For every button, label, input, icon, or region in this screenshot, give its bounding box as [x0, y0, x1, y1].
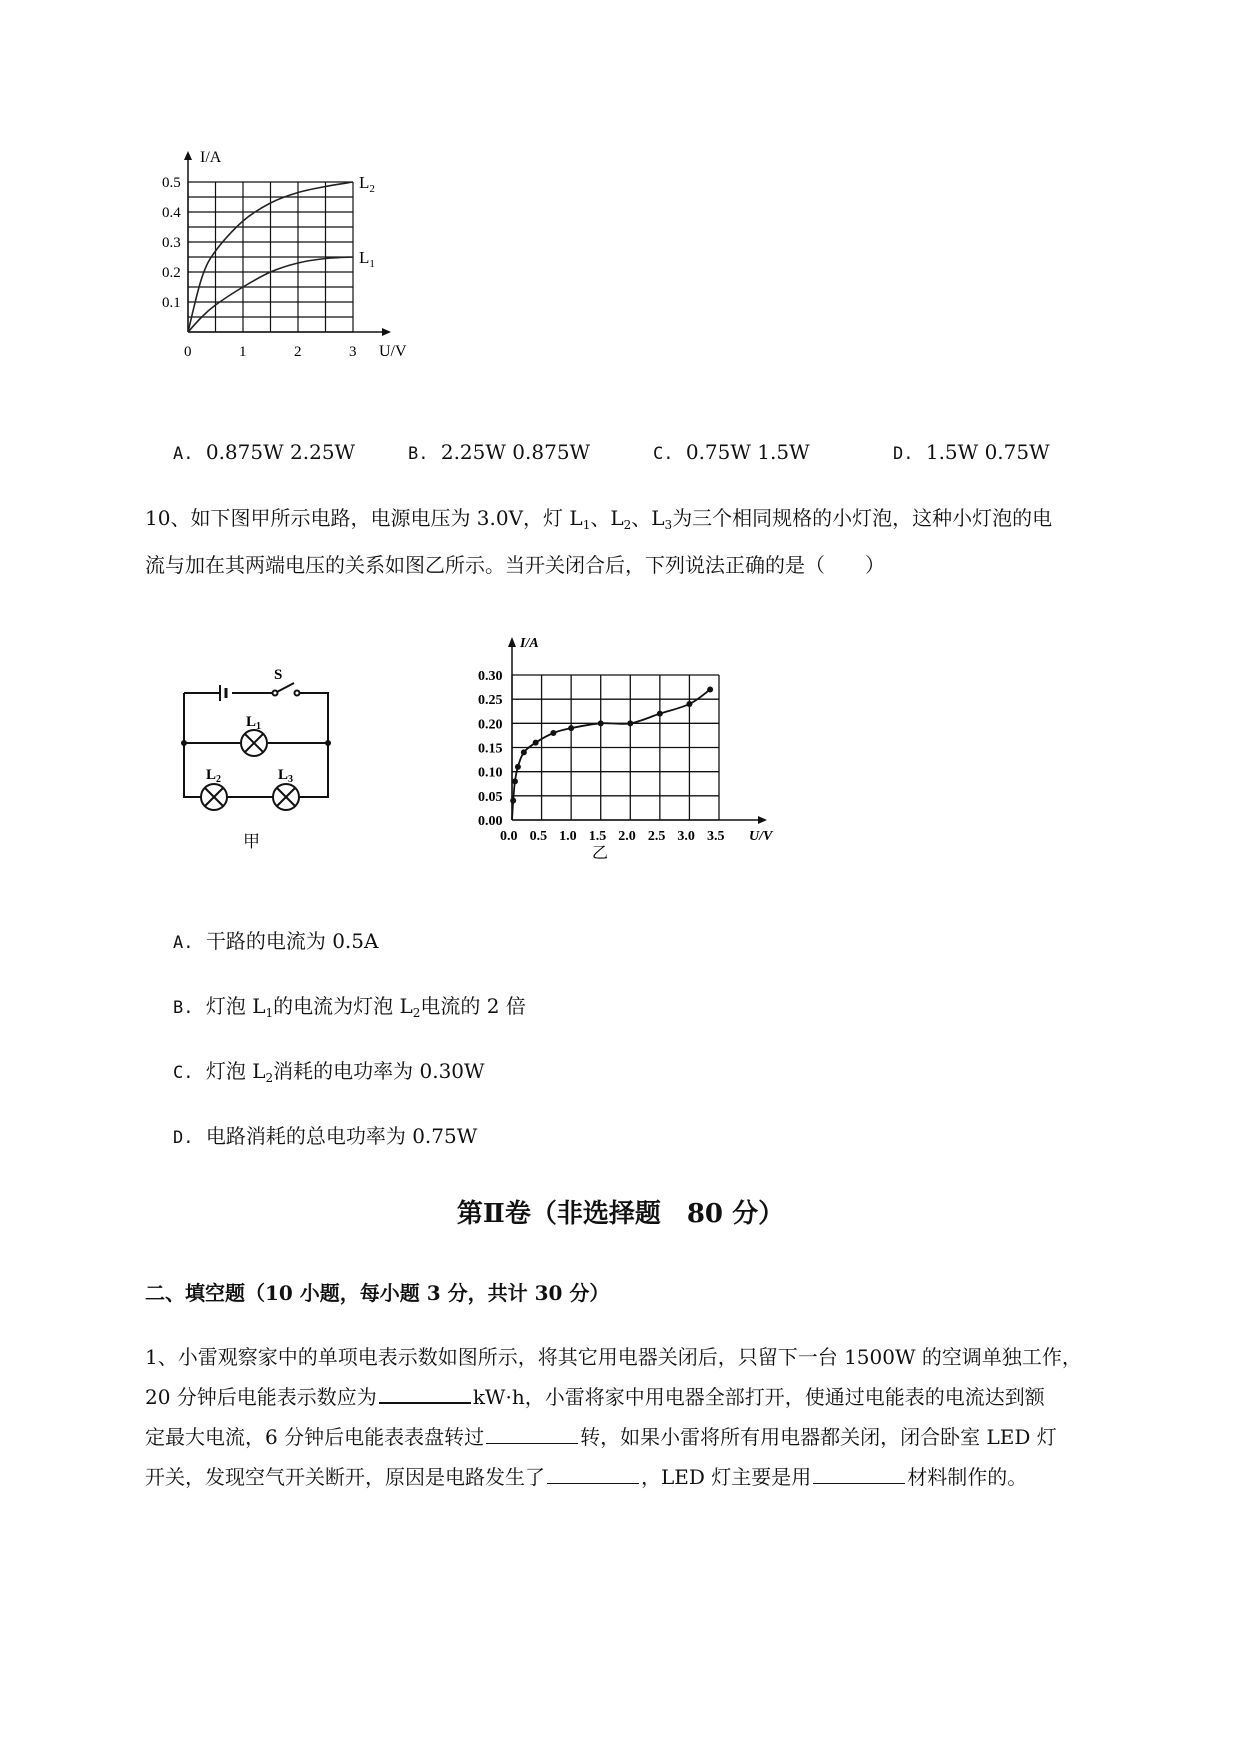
chart-series [510, 687, 713, 821]
series-label-l2: $L_2$ [359, 173, 375, 195]
q9-option-c[interactable] [653, 440, 810, 464]
option-letter: D. [893, 444, 914, 464]
x-tick-label: 0.5 [529, 829, 548, 844]
q9-option-d[interactable] [893, 440, 1050, 464]
circuit-caption: 甲 [243, 832, 260, 851]
fill1-line3: 定最大电流，6 分钟后电能表表盘转过 转，如果小雷将所有用电器都关闭，闭合卧室 LED 灯 [145, 1425, 1057, 1449]
chart-tick-labels [162, 149, 407, 360]
option-letter: B. [173, 998, 194, 1018]
option-text: 0.875W 2.25W [205, 440, 356, 464]
q10-option-a[interactable] [173, 925, 378, 954]
y-tick-label: 0.5 [162, 175, 181, 191]
x-tick-label: 1.5 [588, 829, 607, 844]
x-tick-label: 0.0 [500, 829, 518, 844]
q9-option-a[interactable] [173, 440, 355, 464]
lamp-l2-icon [201, 784, 227, 810]
fill1-line4: 开关，发现空气开关断开，原因是电路发生了 ，LED 灯主要是用 材料制作的。 [145, 1465, 1028, 1489]
x-axis-arrow-icon [382, 328, 391, 336]
x-tick-label: 1 [239, 344, 247, 360]
option-letter: A. [173, 444, 194, 464]
y-axis-arrow-icon [508, 637, 516, 647]
x-tick-label: 2 [294, 344, 302, 360]
y-tick-label: 0.3 [162, 235, 181, 251]
data-point [598, 720, 604, 726]
data-point [686, 701, 692, 707]
x-axis-label: U/V [749, 829, 773, 844]
data-point [510, 798, 516, 804]
fill-question-1 [145, 1337, 1082, 1497]
lamp-l2-label: $L_2$ [206, 767, 222, 785]
x-tick-label: 3.5 [707, 829, 725, 844]
x-tick-label: 1.0 [559, 829, 577, 844]
data-point [521, 749, 527, 755]
data-point [533, 740, 539, 746]
lamp-l1-icon [241, 730, 267, 756]
q10-stem-line1: 10、如下图甲所示电路，电源电压为 3.0V，灯 $L_1$、$L_2$、$L_3$为三个相同规格的小灯泡，这种小灯泡的电 [145, 506, 1053, 532]
chart-caption: 乙 [592, 845, 609, 862]
chart-tick-labels [478, 636, 774, 862]
series-label-l1: $L_1$ [359, 248, 375, 270]
answer-blank-1[interactable] [379, 1384, 471, 1404]
q10-option-c[interactable] [173, 1055, 485, 1085]
data-point [568, 725, 574, 731]
y-tick-label: 0.05 [478, 789, 503, 805]
option-text: 灯泡 $L_2$消耗的电功率为 0.30W [205, 1059, 485, 1085]
switch-label: S [274, 667, 283, 683]
answer-blank-4[interactable] [813, 1465, 905, 1484]
iv-chart-lamps [162, 149, 460, 410]
q9-option-b[interactable] [408, 440, 590, 464]
q10-option-d[interactable] [173, 1120, 477, 1149]
option-text: 1.5W 0.75W [925, 440, 1050, 464]
option-text: 灯泡 $L_1$的电流为灯泡 $L_2$电流的 2 倍 [205, 994, 526, 1020]
x-tick-label: 0 [184, 344, 192, 360]
section2-title: 二、填空题（10 小题，每小题 3 分，共计 30 分） [145, 1281, 610, 1305]
option-letter: B. [408, 444, 429, 464]
fill1-line1: 1、小雷观察家中的单项电表示数如图所示，将其它用电器关闭后，只留下一台 1500W 的空调单独工作， [145, 1345, 1082, 1369]
lamp-l3-icon [273, 784, 299, 810]
data-point [707, 687, 713, 693]
y-tick-label: 0.10 [478, 765, 503, 781]
q10-option-b[interactable] [173, 990, 526, 1020]
option-letter: C. [653, 444, 674, 464]
lamp-l1-label: $L_1$ [246, 714, 262, 732]
q10-stem [145, 498, 1052, 585]
x-axis-arrow-icon [758, 816, 767, 824]
y-tick-label: 0.4 [162, 205, 181, 221]
option-text: 干路的电流为 0.5A [205, 929, 379, 953]
y-axis-label: I/A [520, 636, 539, 651]
answer-blank-2[interactable] [486, 1425, 578, 1444]
data-point [515, 764, 521, 770]
data-point [512, 778, 518, 784]
y-tick-label: 0.00 [478, 814, 503, 829]
y-tick-label: 0.20 [478, 717, 503, 733]
data-point [627, 720, 633, 726]
iv-chart-bulb [470, 625, 810, 860]
option-letter: D. [173, 1128, 194, 1148]
x-tick-label: 2.5 [647, 829, 666, 844]
option-letter: A. [173, 933, 194, 953]
circuit-diagram [170, 655, 340, 855]
x-tick-label: 2.0 [618, 829, 636, 844]
fill1-line2: 20 分钟后电能表示数应为 kW·h，小雷将家中用电器全部打开，使通过电能表的电流达到额 [145, 1385, 1045, 1409]
answer-blank-3[interactable] [547, 1465, 639, 1484]
x-tick-label: 3.0 [677, 829, 695, 844]
y-axis-label: I/A [200, 149, 222, 166]
option-text: 0.75W 1.5W [685, 440, 810, 464]
chart-grid [188, 182, 353, 332]
y-axis-arrow-icon [184, 151, 192, 160]
data-point [550, 730, 556, 736]
y-tick-label: 0.1 [162, 295, 181, 311]
y-tick-label: 0.2 [162, 265, 181, 281]
lamp-l3-label: $L_3$ [278, 767, 294, 785]
data-point [657, 711, 663, 717]
y-tick-label: 0.25 [478, 693, 503, 709]
option-text: 电路消耗的总电功率为 0.75W [205, 1124, 478, 1148]
option-text: 2.25W 0.875W [440, 440, 591, 464]
y-tick-label: 0.15 [478, 741, 503, 757]
option-letter: C. [173, 1063, 194, 1083]
part2-title: 第Ⅱ卷（非选择题 80 分） [456, 1199, 785, 1229]
x-tick-label: 3 [349, 344, 357, 360]
q10-stem-line2: 流与加在其两端电压的关系如图乙所示。当开关闭合后，下列说法正确的是（ ） [145, 553, 885, 577]
y-tick-label: 0.30 [478, 669, 503, 684]
x-axis-label: U/V [379, 343, 407, 360]
chart-grid [512, 675, 719, 820]
